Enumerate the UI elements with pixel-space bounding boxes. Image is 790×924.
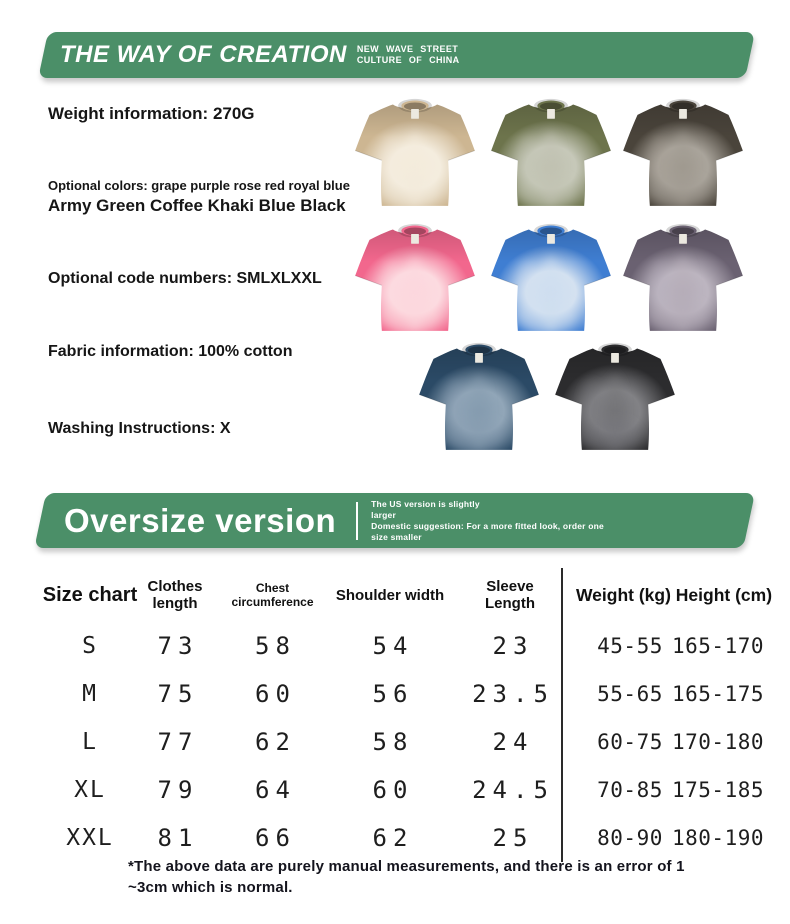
tshirt-royal-blue — [486, 221, 616, 341]
value-cell: 58 — [372, 728, 414, 756]
value-cell: 165-175 — [672, 682, 765, 706]
size-cell: XL — [74, 777, 106, 803]
value-cell: 180-190 — [672, 826, 765, 850]
table-row — [40, 670, 765, 718]
value-cell: 24 — [492, 728, 534, 756]
oversize-note — [371, 499, 604, 543]
brand-subtitle-line1: NEW WAVE STREET — [356, 44, 459, 54]
washing-info: Washing Instructions: X — [48, 420, 231, 437]
footnote-line1: *The above data are purely manual measurements, and there is an error of 1 — [128, 858, 685, 875]
tshirt-army-green — [486, 96, 616, 216]
value-cell: 70-85 — [597, 778, 663, 802]
value-cell: 24.5 — [472, 776, 554, 804]
value-cell: 75 — [157, 680, 199, 708]
value-cell: 60 — [372, 776, 414, 804]
tshirt-icon — [618, 221, 748, 341]
banner-divider — [356, 502, 358, 540]
tshirt-icon — [350, 96, 480, 216]
size-cell: L — [82, 729, 98, 755]
column-header: Clothes length — [147, 578, 203, 612]
value-cell: 62 — [255, 728, 296, 756]
brand-title: THE WAY OF CREATION — [60, 41, 347, 68]
tshirt-icon — [414, 340, 544, 460]
table-row — [40, 814, 765, 862]
tshirt-navy — [414, 340, 544, 460]
optional-colors-line1: Optional colors: grape purple rose red royal blue — [48, 178, 350, 193]
brand-subtitle-line2: CULTURE OF CHINA — [356, 55, 460, 65]
value-cell: 60 — [255, 680, 296, 708]
tshirt-icon — [486, 96, 616, 216]
value-cell: 62 — [372, 824, 414, 852]
value-cell: 165-170 — [672, 634, 765, 658]
size-cell: XXL — [66, 825, 114, 851]
value-cell: 175-185 — [672, 778, 765, 802]
brand-banner — [38, 32, 755, 78]
value-cell: 79 — [157, 776, 199, 804]
oversize-banner — [34, 493, 755, 548]
value-cell: 56 — [372, 680, 414, 708]
value-cell: 55-65 — [597, 682, 663, 706]
oversize-title: Oversize version — [64, 501, 337, 539]
column-header: Chest circumference — [231, 581, 314, 609]
fabric-info: Fabric information: 100% cotton — [48, 343, 293, 360]
size-chart-table — [40, 568, 773, 862]
footnote-line2: ~3cm which is normal. — [128, 879, 293, 896]
size-codes-info: Optional code numbers: SMLXLXXL — [48, 270, 322, 287]
table-row — [40, 766, 765, 814]
tshirt-khaki — [350, 96, 480, 216]
value-cell: 60-75 — [597, 730, 663, 754]
brand-subtitle — [357, 44, 460, 66]
column-header: Size chart — [42, 583, 138, 606]
value-cell: 54 — [372, 632, 414, 660]
value-cell: 23.5 — [472, 680, 554, 708]
oversize-note-line1: The US version is slightly — [371, 498, 480, 509]
value-cell: 81 — [157, 824, 199, 852]
tshirt-grape-purple — [618, 221, 748, 341]
table-row — [40, 718, 765, 766]
tshirt-coffee — [618, 96, 748, 216]
size-cell: M — [82, 681, 98, 707]
table-row — [40, 622, 765, 670]
weight-height-header: Weight (kg) Height (cm) — [575, 584, 773, 605]
tshirt-rose-red — [350, 221, 480, 341]
value-cell: 25 — [492, 824, 534, 852]
oversize-note-line3: Domestic suggestion: For a more fitted look, order one — [371, 520, 604, 531]
tshirt-icon — [618, 96, 748, 216]
measurement-footnote — [128, 856, 708, 898]
value-cell: 23 — [492, 632, 534, 660]
value-cell: 80-90 — [597, 826, 663, 850]
weight-info: Weight information: 270G — [48, 104, 255, 123]
size-cell: S — [82, 633, 98, 659]
value-cell: 73 — [157, 632, 199, 660]
value-cell: 170-180 — [672, 730, 765, 754]
table-vertical-divider — [561, 568, 563, 862]
value-cell: 58 — [255, 632, 296, 660]
value-cell: 77 — [157, 728, 199, 756]
tshirt-icon — [486, 221, 616, 341]
table-header-row — [40, 568, 773, 622]
oversize-note-line4: size smaller — [371, 531, 422, 542]
oversize-note-line2: larger — [371, 509, 396, 520]
value-cell: 45-55 — [597, 634, 663, 658]
column-header: Sleeve Length — [485, 578, 535, 612]
column-header: Shoulder width — [335, 586, 445, 604]
value-cell: 66 — [255, 824, 296, 852]
tshirt-icon — [350, 221, 480, 341]
tshirt-icon — [550, 340, 680, 460]
optional-colors-line2: Army Green Coffee Khaki Blue Black — [48, 196, 346, 215]
value-cell: 64 — [255, 776, 296, 804]
tshirt-black — [550, 340, 680, 460]
